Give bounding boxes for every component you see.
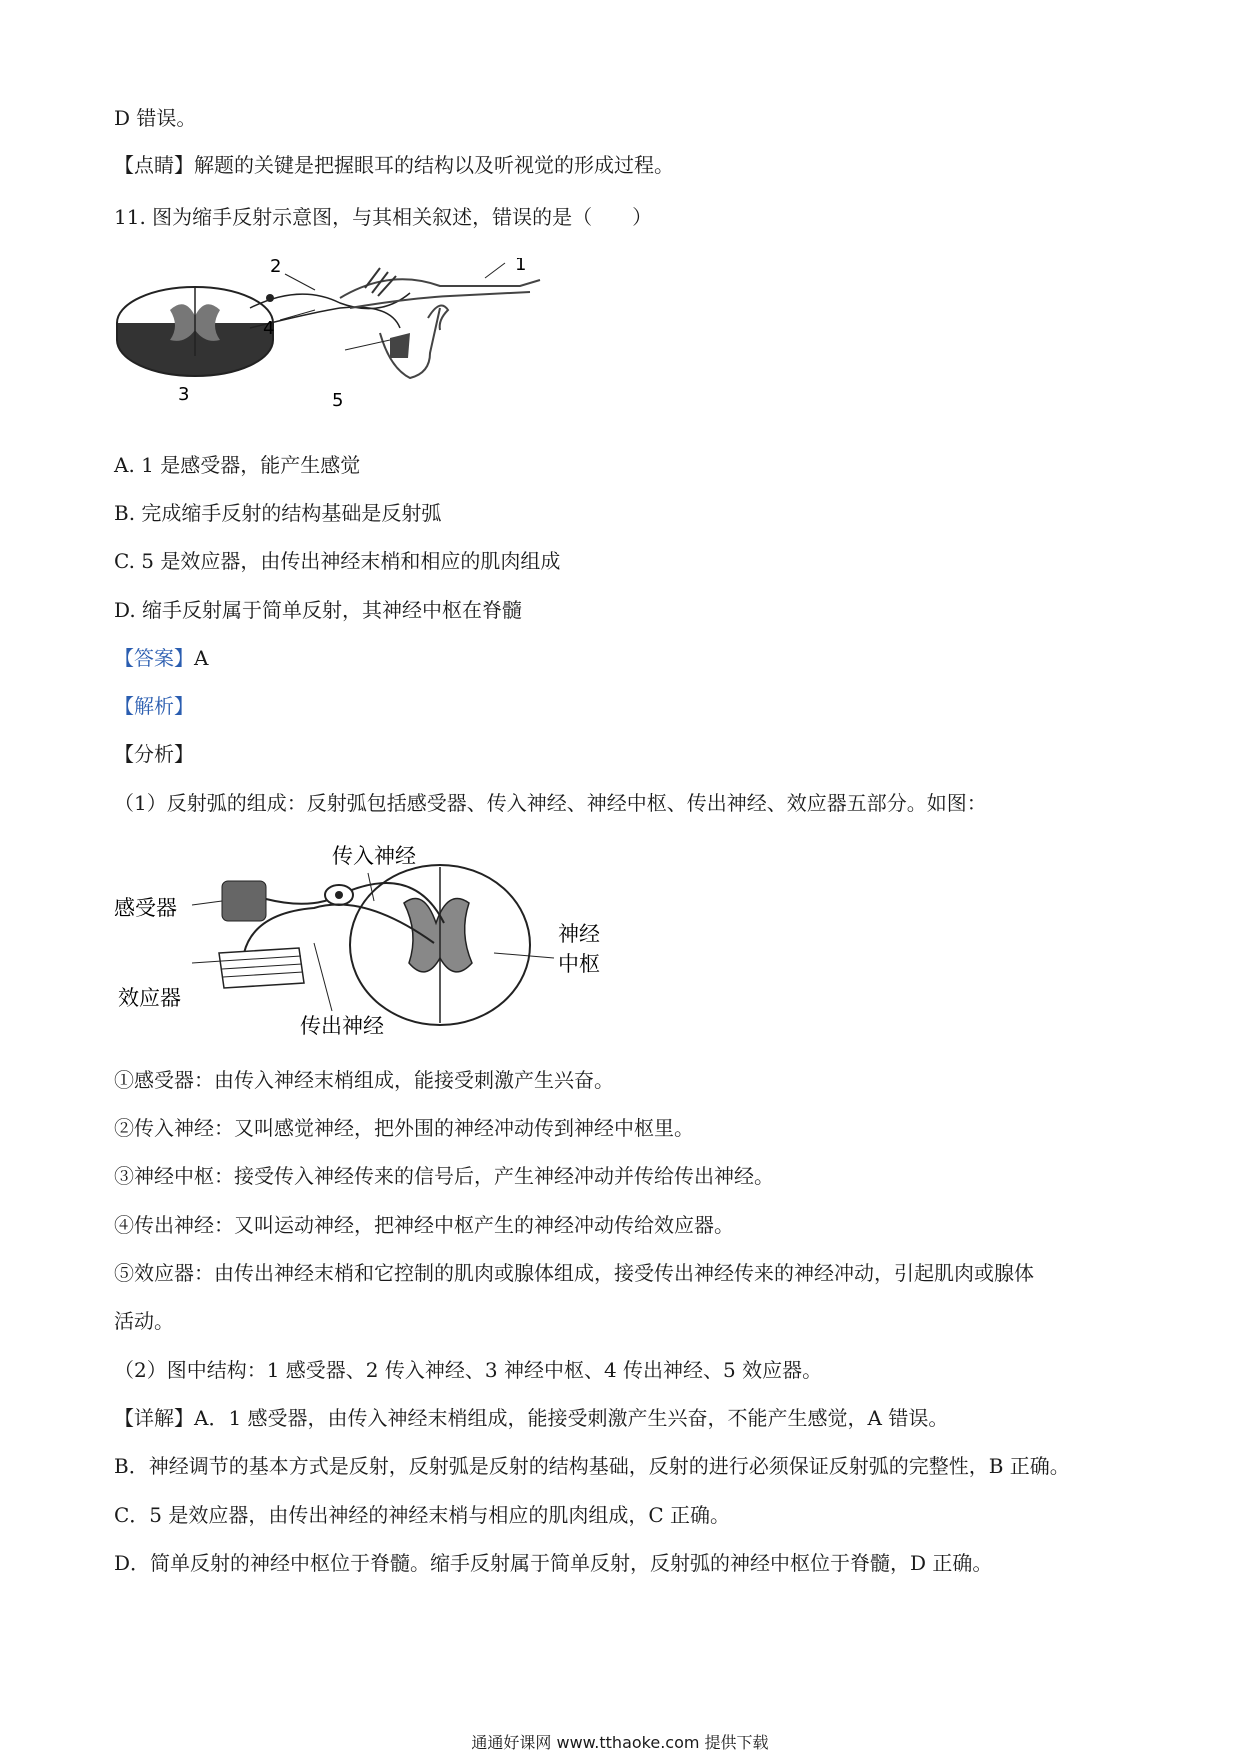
page-footer: 通通好课网 www.tthaoke.com 提供下载 xyxy=(471,1733,769,1752)
reflex-arm-figure xyxy=(110,258,600,418)
reflex-arc-figure xyxy=(114,833,634,1043)
option-c: C. 5 是效应器，由传出神经末梢和相应的肌肉组成 xyxy=(114,549,561,573)
answer-line xyxy=(114,644,208,672)
label-effector: 效应器 xyxy=(118,986,181,1010)
label-efferent: 传出神经 xyxy=(300,1014,384,1038)
option-a: A. 1 是感受器，能产生感觉 xyxy=(114,453,361,477)
dianjing-line: 【点睛】解题的关键是把握眼耳的结构以及听视觉的形成过程。 xyxy=(114,153,674,177)
label-1: 1 xyxy=(515,258,527,275)
detail-d: D．简单反射的神经中枢位于脊髓。缩手反射属于简单反射，反射弧的神经中枢位于脊髓，D 正确。 xyxy=(114,1551,993,1575)
label-afferent: 传入神经 xyxy=(332,844,416,868)
detail-c: C．5 是效应器，由传出神经的神经末梢与相应的肌肉组成，C 正确。 xyxy=(114,1503,731,1527)
component-5: ⑤效应器：由传出神经末梢和它控制的肌肉或腺体组成，接受传出神经传来的神经冲动，引起肌肉或腺体 xyxy=(114,1261,1034,1285)
component-3: ③神经中枢：接受传入神经传来的信号后，产生神经冲动并传给传出神经。 xyxy=(114,1164,774,1188)
label-3: 3 xyxy=(178,384,190,405)
component-5-cont: 活动。 xyxy=(114,1309,174,1333)
label-5: 5 xyxy=(332,390,344,411)
label-4: 4 xyxy=(263,318,275,339)
label-center-1: 神经 xyxy=(558,922,600,946)
option-b: B. 完成缩手反射的结构基础是反射弧 xyxy=(114,501,442,525)
jiexi-label: 【解析】 xyxy=(114,694,194,718)
paragraph-2: （2）图中结构：1 感受器、2 传入神经、3 神经中枢、4 传出神经、5 效应器。 xyxy=(114,1358,823,1382)
text-line: D 错误。 xyxy=(114,106,197,130)
label-2: 2 xyxy=(270,258,282,277)
answer-value: A xyxy=(194,646,209,670)
answer-label: 【答案】 xyxy=(114,646,194,670)
component-1: ①感受器：由传入神经末梢组成，能接受刺激产生兴奋。 xyxy=(114,1068,614,1092)
component-4: ④传出神经：又叫运动神经，把神经中枢产生的神经冲动传给效应器。 xyxy=(114,1213,734,1237)
question-11: 11. 图为缩手反射示意图，与其相关叙述，错误的是（ ） xyxy=(114,205,653,229)
label-center-2: 中枢 xyxy=(558,952,600,976)
detail-b: B．神经调节的基本方式是反射，反射弧是反射的结构基础，反射的进行必须保证反射弧的完整性，B 正确。 xyxy=(114,1454,1070,1478)
option-d: D. 缩手反射属于简单反射，其神经中枢在脊髓 xyxy=(114,598,523,622)
label-receptor: 感受器 xyxy=(114,896,177,920)
detail-a: 【详解】A．1 感受器，由传入神经末梢组成，能接受刺激产生兴奋，不能产生感觉，A 错误。 xyxy=(114,1406,949,1430)
paragraph-1: （1）反射弧的组成：反射弧包括感受器、传入神经、神经中枢、传出神经、效应器五部分。如图： xyxy=(114,791,987,815)
fenxi-label: 【分析】 xyxy=(114,742,194,766)
component-2: ②传入神经：又叫感觉神经，把外围的神经冲动传到神经中枢里。 xyxy=(114,1116,694,1140)
